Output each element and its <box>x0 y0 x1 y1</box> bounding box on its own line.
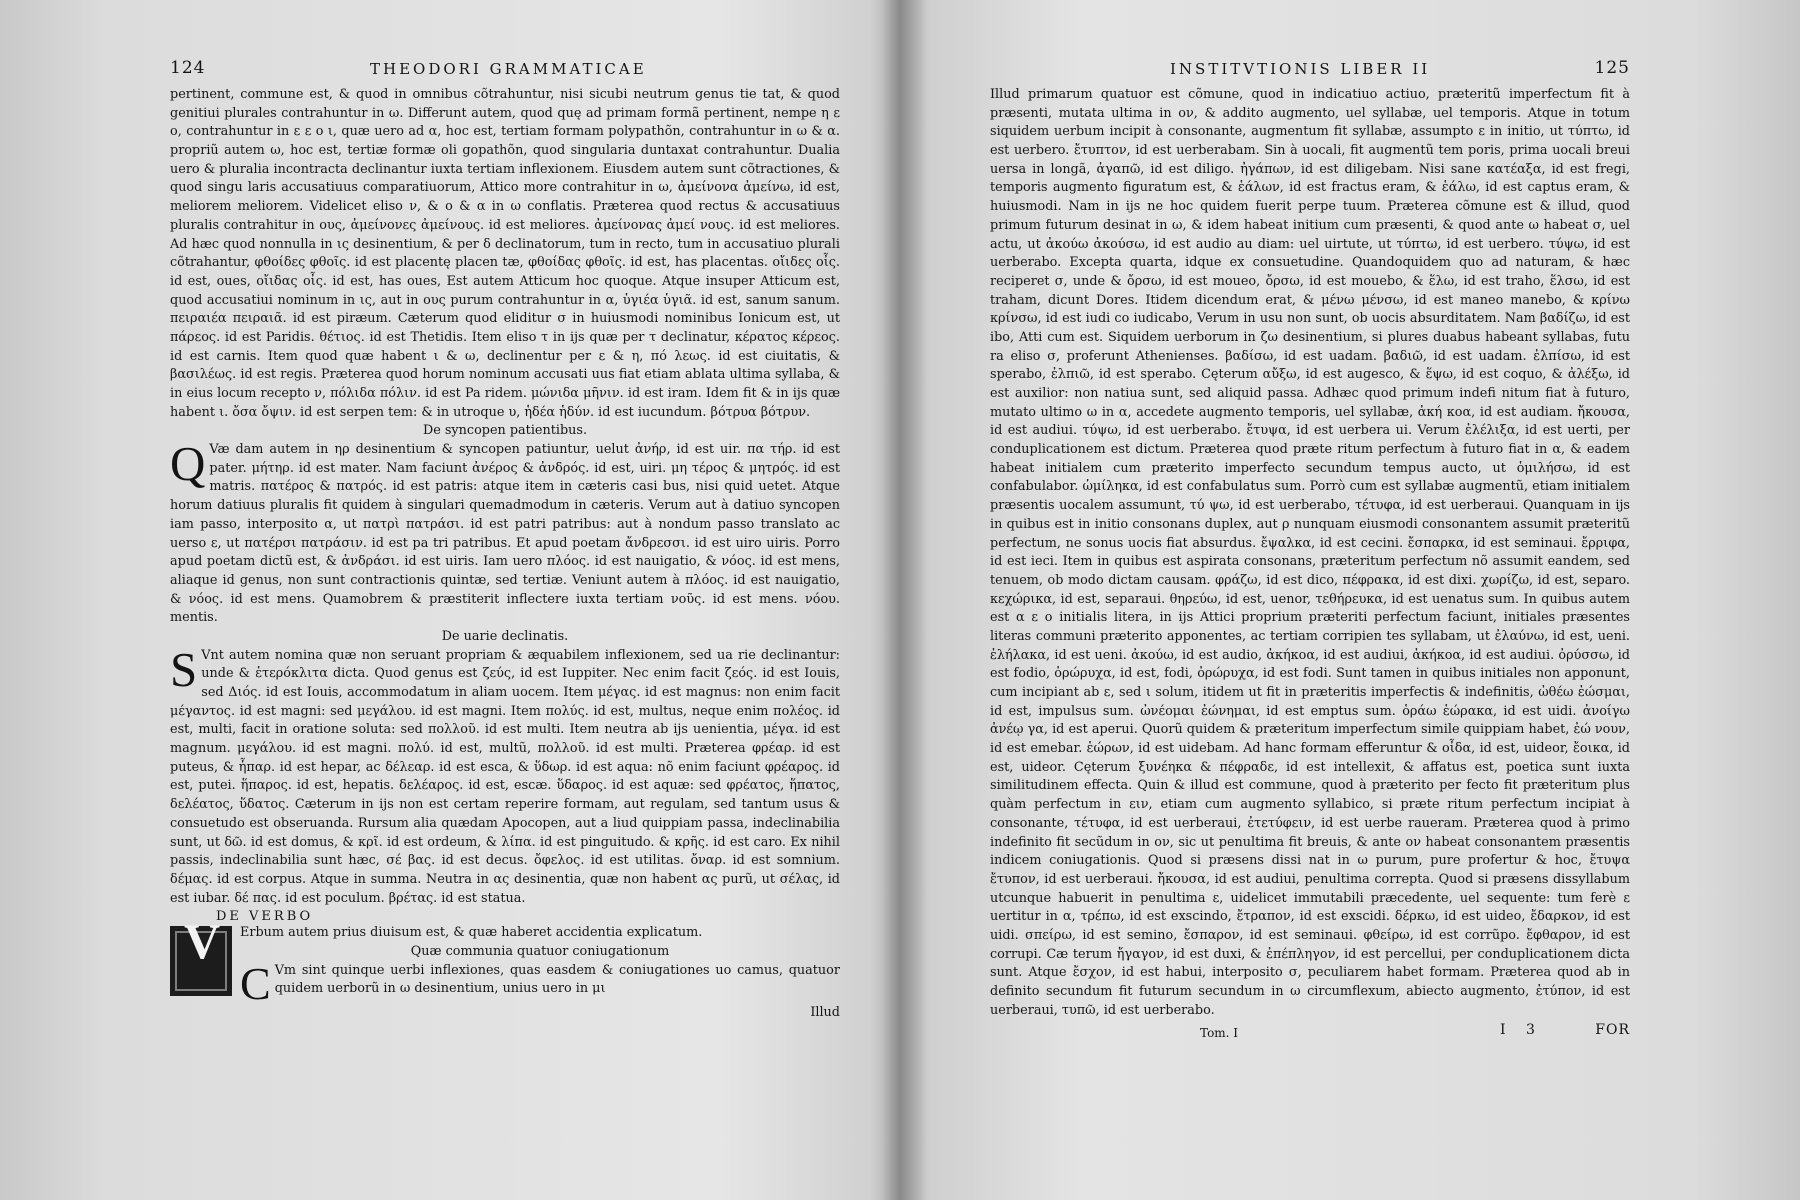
right-folio: 125 <box>1594 58 1630 78</box>
ornamental-initial-v <box>170 913 232 996</box>
initial-c: C <box>240 957 271 1009</box>
dropcap-q: Q <box>170 436 206 492</box>
left-paragraph-top: pertinent, commune est, & quod in omnibus cõtrahuntur, nisi sicubi neutrum genus tie tat, & quod genitiui plurales contrahuntur in ω. Differunt autem, quod quę ad primam formã pertinent, nempe η ε ο, contrahuntur in ε ε ο ι, quæ uero ad α, hoc est, tertiam formam polypathõn, contrahuntur in ω & α. propriũ autem ω, hoc est, tertiæ formæ oli gopathõn, quod singularia duntaxat contrahuntur. Dualia uero & pluralia incontracta declinantur iuxta tertiam inflexionem. Eiusdem autem sunt cõtractiones, & quod singu laris accusatiuus comparatiuorum, Attico more contrahitur in ω, ἀμείνονα ἀμείνω, id est, meliorem meliorem. Videlicet eliso ν, & ο & α in ω conflatis. Præterea quod rectus & accusatiuus pluralis contrahitur in ους, ἀμείνονες ἀμείνους. id est meliores. ἀμείνονας ἀμεί νους. id est meliores. Ad hæc quod nonnulla in ις desinentium, & per δ declinatorum, tum in recto, tum in accusatiuo plurali cõtrahantur, φθοίδες φθοῖς. id est placentę placen tæ, φθοίδας φθοῖς. id est, has placentas. οἴιδες οἶς. id est, oues, οἴιδας οἶς. id est, has oues, Est autem Atticum hoc quoque. Atque insuper Atticum est, quod accusatiui nominum in ις, aut in ους purum contrahuntur in α, ὑγιέα ὑγιᾶ. id est, sanum sanum. πειραιέα πειραιᾶ. id est piræum. Cæterum quod eliditur σ in huiusmodi nominibus Ionicum est, ut πάρεος. id est Paridis. θέτιος. id est Thetidis. Item eliso τ in ijs quæ per τ declinatur, κέρατος κέρεος. id est carnis. Item quod quæ habent ι & ω, declinentur per ε & η, πό λεως. id est ciuitatis, & βασιλέως. id est regis. Præterea quod horum nominum accusati uus fiat etiam ablata ultima syllaba, & in eius locum recepto ν, πόλιδα πόλιν. id est Pa ridem. μώνιδα μῆνιν. id est iram. Idem fit & in ijs quæ habent ι. ὄσα ὄψιν. id est serpen tem: & in utroque υ, ἡδέα ἡδύν. id est iucundum. βότρυα βότρυν. <box>170 87 840 420</box>
verbo-line-2: Quæ communia quatuor coniugationum <box>410 943 670 959</box>
footer-signature: I 3 <box>1500 1022 1543 1039</box>
syncope-text: Væ dam autem in ηρ desinentium & syncopen patiuntur, uelut ἀνήρ, id est uir. πα τήρ. id est pater. μήτηρ. id est mater. Nam faciunt ἀνέρος & ἀνδρός. id est, uiri. μη τέρος & μητρός. id est matris. πατέρος & πατρός. id est patris: atque item in cæteris casi bus, nisi quid uetet. Atque horum datiuus pluralis fit quidem à singulari quemadmodum in cæteris. Verum aut à datiuo syncopen iam passo, interposito α, ut πατρὶ πατράσι. id est patri patribus: aut à nondum passo translato ac uerso ε, ut πατέρσι πατράσιν. id est pa tri patribus. Et apud poetam ἄνδρεσσι. id est uiro uiris. Porro apud poetam dictũ est, & ἀνδράσι. id est uiris. Iam uero πλόος. id est nauigatio, & νόος. id est mens, aliaque id genus, non sunt contractionis quintæ, sed tertiæ. Veniunt autem à πλόος. id est nauigatio, & νόος. id est mens. Quamobrem & præstiterit inflectere iuxta tertiam νοῦς. id est mens. νόου. mentis. <box>170 442 840 626</box>
right-page <box>990 58 1630 1046</box>
right-running-head <box>990 58 1630 86</box>
syncope-paragraph <box>170 436 840 628</box>
left-folio: 124 <box>170 58 206 78</box>
right-footer <box>990 1022 1630 1046</box>
right-catchword: FOR <box>1595 1022 1630 1039</box>
left-running-title: THEODORI GRAMMATICAE <box>370 60 647 78</box>
cum-paragraph <box>170 957 840 1009</box>
section-heading-de-verbo: DE VERBO <box>216 909 314 925</box>
dropcap-s: S <box>170 641 198 697</box>
varie-paragraph <box>170 641 840 909</box>
section-heading-syncope: De syncopen patientibus. <box>422 423 588 439</box>
left-catchword: Illud <box>810 1004 840 1020</box>
ornamental-initial-letter: V <box>184 913 221 970</box>
verbo-line-1: Erbum autem prius diuisum est, & quæ haberet accidentia explicatum. <box>240 925 703 941</box>
left-running-head <box>170 58 840 86</box>
cum-text: Vm sint quinque uerbi inflexiones, quas easdem & coniugationes uo camus, quatuor quidem uerborũ in ω desinentium, unius uero in μι <box>274 962 840 997</box>
left-body-text <box>170 86 840 1022</box>
right-running-title: INSTITVTIONIS LIBER II <box>1170 60 1431 78</box>
left-page <box>170 58 840 1022</box>
footer-tom: Tom. I <box>1200 1026 1239 1041</box>
right-paragraph: Illud primarum quatuor est cõmune, quod in indicatiuo actiuo, præteritũ imperfectum fit à præsenti, mutata ultima in ον, & addito augmento, uel syllabæ, uel temporis. Atque in totum siquidem uerbum incipit à consonante, augmentum fit syllabæ, assumpto ε in initio, ut τύπτω, id est uerbero. ἔτυπτον, id est uerberabam. Sin à uocali, fit augmentũ tem poris, prima uocali breui uersa in longã, ἀγαπῶ, id est diligo. ἠγάπων, id est diligebam. Nisi sane κατέαξα, id est fregi, temporis augmento figuratum est, & ἑάλων, id est fractus eram, & ἑάλω, id est captus eram, & huiusmodi. Nam in ijs ne hoc quidem fuerit perpe tuum. Præterea cõmune est & illud, quod primum futurum desinat in ω, & idem habeat initium cum præsenti, & quod ante ω habeat σ, uel actu, ut ἀκούω ἀκούσω, id est audio au diam: uel uirtute, ut τύπτω, id est uerbero. τύψω, id est uerberabo. Excepta quarta, idque ex consuetudine. Quandoquidem quo ad naturam, & hæc reciperet σ, unde & ὄρσω, id est moueo, ὄρσω, id est mouebo, & ἕλω, id est traho, ἕλσω, id est traham, dicunt Dores. Itidem dicendum erat, & μένω μένσω, id est maneo manebo, & κρίνω κρίνσω, id est iudi co iudicabo, Verum in usu non sunt, ob uocis absurditatem. Nam βαδίζω, id est ibo, Atti cum est. Siquidem uerborum in ζω desinentium, si plures duabus habeant syllabas, futu ra eliso σ, proferunt Athenienses. βαδίσω, id est uadam. βαδιῶ, id est uadam. ἐλπίσω, id est sperabo, ἐλπιῶ, id est sperabo. Cęterum αὔξω, id est augesco, & ἕψω, id est coquo, & ἀλέξω, id est auxilior: non natiua sunt, sed aliquid passa. Adhæc quod primum indefi nitum fiat à futuro, mutato ultimo ω in α, accedete augmento temporis, uel syllabæ, ἀκή κοα, id est audiam. ἤκουσα, id est audiui. τύψω, id est uerberabo. ἔτυψα, id est uerbera ui. Verum ἐλέλιξα, id est uerti, per conduplicationem est dictum. Præterea quod præte ritum perfectum à futuro fiat in α, & eadem habeat initialem cum præterito imperfecto secundum tempus aucto, ut ὁμιλήσω, id est confabulabor. ὡμίληκα, id est confabulatus sum. Porrò cum est syllabæ augmentũ, etiam initialem præsentis uocalem assumunt, τύ ψω, id est uerberabo, τέτυφα, id est uerberaui. Quanquam in ijs in quibus est in initio consonans duplex, aut ρ nunquam eiusmodi consonantem assumit præteritũ perfectum, ne sonus uocis fiat absurdus. ἔψαλκα, id est cecini. ἔσπαρκα, id est seminaui. ἔρριφα, id est ieci. Item in quibus est aspirata consonans, præteritum perfectum nõ assumit eandem, sed tenuem, ob modo dictam causam. φράζω, id est dico, πέφρακα, id est dixi. χωρίζω, id est, separo. κεχώρικα, id est, separaui. θηρεύω, id est, uenor, τεθήρευκα, id est uenatus sum. In quibus autem est α ε ο initialis litera, in ijs Attici proprium præteriti perfectum faciunt, initiales præsentes literas communi præterito apponentes, ac tertiam corripien tes syllabam, ut ἐλαύνω, id est, ueni. ἐλήλακα, id est ueni. ἀκούω, id est audio, ἀκήκοα, id est audiui, ἀκήκοα, id est audiui. ὀρύσσω, id est fodio, ὀρώρυχα, id est, fodi, ὀρώρυχα, id est fodi. Sunt tamen in quibus initiales non apponunt, cum incipiant ab ε, sed ι solum, itidem ut fit in præteritis imperfectis & indefinitis, ὠθέω ἐώσμαι, id est, impulsus sum. ὠνέομαι ἐώνημαι, id est emptus sum. ὁράω ἑώρακα, id est uidi. ἀνοίγω ἀνέῳ γα, id est aperui. Quorũ quidem & præteritum imperfectum simile quippiam habet, ἐώ νουν, id est emebar. ἑώρων, id est uidebam. Ad hanc formam efferuntur & οἶδα, id est, uideor, ἔοικα, id est, uideor. Cęterum ξυνέηκα & πέφραδε, id est intellexit, & affatus est, poetica sunt iuxta similitudinem effecta. Quin & illud est commune, quod à præterito per fecto fit præteritum plus quàm perfectum in ειν, etiam cum augmento syllabico, si præte ritum perfectum incipiat à consonante, τέτυφα, id est uerberaui, ἐτετύφειν, id est uerbe raueram. Præterea quod à primo indefinito fit secũdum in ον, sic ut penultima fit breuis, & ante ον habeat consonantem præsentis indicem coniugationis. Quod si præsens dissi nat in ω purum, pure profertur & hoc, ἔτυψα ἔτυπον, id est uerberaui. ἤκουσα, id est audiui, penultima correpta. Quod si præsens dissyllabum utcunque habuerit in penultima ε, uidelicet immutabili præcedente, uel sequente: tum ferè ε uertitur in α, τρέπω, id est exscindo, ἔτραπον, id est exscidi. δέρκω, id est uideo, ἔδαρκον, id est uidi. σπείρω, id est semino, ἔσπαρον, id est seminaui. φθείρω, id est corrũpo. ἔφθαρον, id est corrupi. Cæ terum ἤγαγον, id est duxi, & ἐπέπληγον, id est percellui, per conduplicationem dicta sunt. Atque ἔσχον, id est habui, interposito σ, peculiarem habet formam. Præterea quod ab in definito secundum fit futurum secundum in ω circumflexum, abiecto augmento, ἐτύπον, id est uerberaui, τυπῶ, id est uerberabo. <box>990 87 1630 1018</box>
varie-text: Vnt autem nomina quæ non seruant propriam & æquabilem inflexionem, sed ua rie declinantur: unde & ἑτερόκλιτα dicta. Quod genus est ζεύς, id est Iuppiter. Nec enim facit ζεός. id est Iouis, sed Διός. id est Iouis, accommodatum in aliam uocem. Item μέγας. id est magnus: non enim facit μέγαντος. id est magni: sed μεγάλου. id est magni. Item πολύς. id est, multus, neque enim πολέος. id est, multi, facit in oratione soluta: sed πολλοῦ. id est multi. Item neutra ab ijs uenientia, μέγα. id est magnum. μεγάλου. id est magni. πολύ. id est, multũ, πολλοῦ. id est multi. Præterea φρέαρ. id est puteus, & ἧπαρ. id est hepar, ac δέλεαρ. id est esca, & ὕδωρ. id est aqua: nõ enim faciunt φρέαρος. id est, putei. ἥπαρος. id est, hepatis. δελέαρος. id est, escæ. ὕδαρος. id est aquæ: sed φρέατος, ἥπατος, δελέατος, ὕδατος. Cæterum in ijs non est certam reperire formam, aut regulam, sed tantum usus & consuetudo est obseruanda. Rursum alia quædam Apocopen, aut a liud quippiam passa, indeclinabilia sunt, ut δῶ. id est domus, & κρῖ. id est ordeum, & λίπα. id est pinguitudo. & κρῆς. id est caro. Ex nihil passis, indeclinabilia sunt hæc, σέ βας. id est decus. ὄφελος. id est utilitas. ὄναρ. id est somnium. δέμας. id est corpus. Atque in summa. Neutra in ας desinentia, quæ non habent ας purũ, ut σέλας, id est iubar. δέ πας. id est poculum. βρέτας. id est statua. <box>170 647 840 906</box>
right-body-text <box>990 86 1630 1020</box>
section-heading-varie: De uarie declinatis. <box>441 628 569 644</box>
gutter-shadow <box>870 0 930 1200</box>
